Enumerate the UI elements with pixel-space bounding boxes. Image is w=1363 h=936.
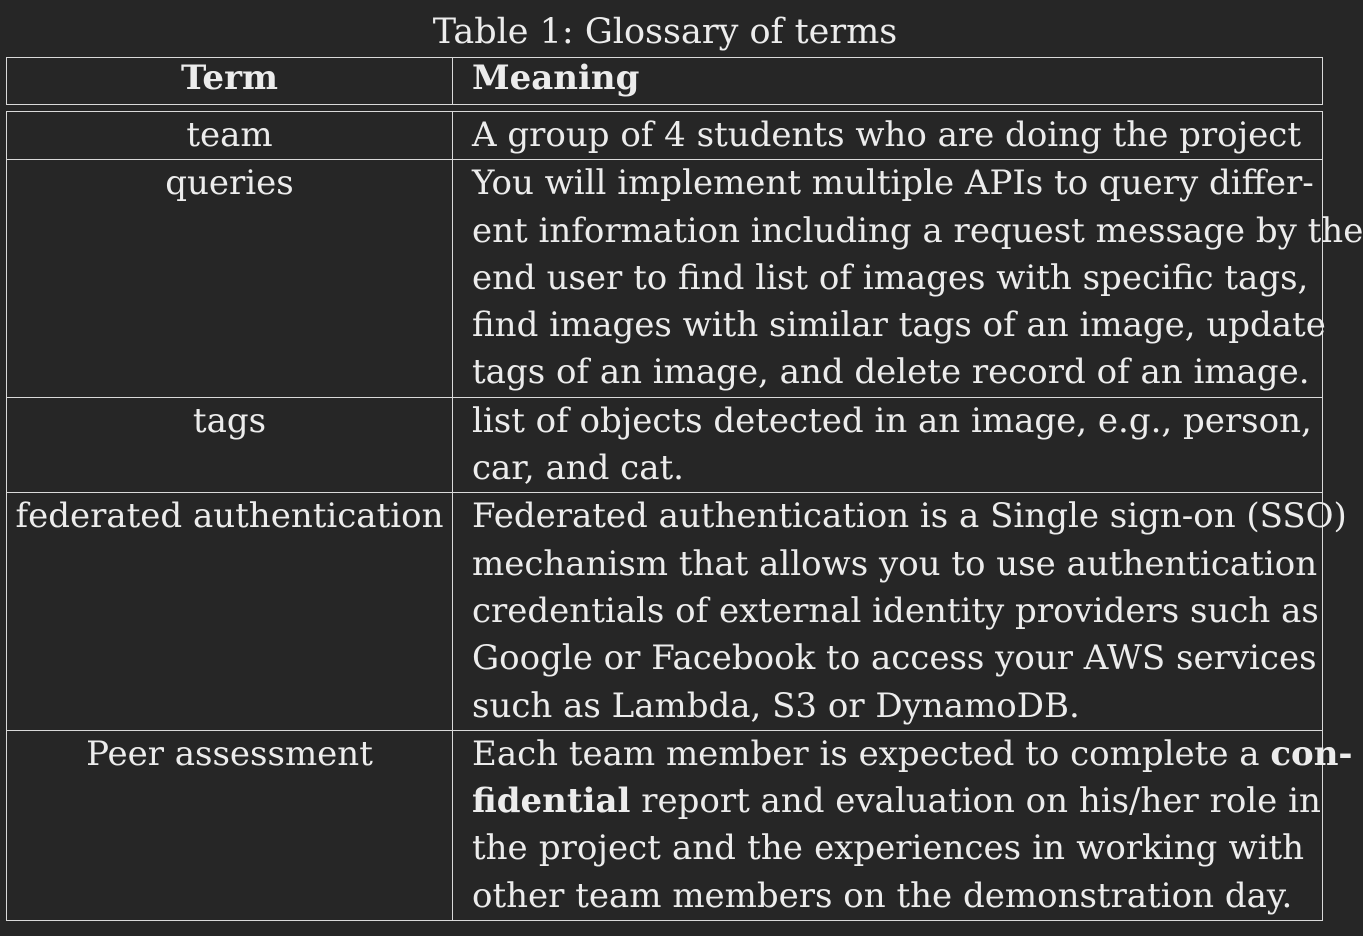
meaning-line: car, and cat. [472, 448, 684, 489]
meaning-cell [453, 730, 1353, 920]
meaning-line: credentials of external identity providers such as [472, 590, 1319, 631]
meaning-line: You will implement multiple APIs to query differ- [472, 163, 1314, 204]
term-cell: queries [7, 160, 453, 397]
table-row [7, 112, 1323, 160]
meaning-line: ent information including a request message by the [472, 210, 1363, 251]
term-cell: Peer assessment [7, 730, 453, 920]
table-caption: Table 1: Glossary of terms [432, 12, 898, 52]
term-cell: team [7, 112, 453, 160]
meaning-line: find images with similar tags of an image, update [472, 305, 1326, 346]
table-row [7, 730, 1323, 920]
meaning-line: list of objects detected in an image, e.g., person, [472, 400, 1312, 441]
meaning-text: Each team member is expected to complete a [472, 733, 1271, 774]
meaning-line: Federated authentication is a Single sign-on (SSO) [472, 496, 1347, 537]
bold-text: fidential [472, 781, 631, 822]
table-header [6, 57, 1323, 105]
glossary-table [6, 111, 1363, 921]
meaning-line: the project and the experiences in working with [472, 828, 1304, 869]
header-term: Term [7, 58, 453, 105]
meaning-line: mechanism that allows you to use authentication [472, 543, 1318, 584]
meaning-line: other team members on the demonstration day. [472, 875, 1293, 916]
meaning-text: report and evaluation on his/her role in [630, 781, 1321, 822]
header-meaning: Meaning [453, 58, 1323, 105]
bold-text: con- [1270, 733, 1353, 774]
table-row [7, 160, 1323, 397]
meaning-line: such as Lambda, S3 or DynamoDB. [472, 685, 1080, 726]
meaning-line [472, 731, 1353, 778]
meaning-cell [453, 493, 1347, 730]
meaning-cell [453, 397, 1323, 493]
meaning-cell [453, 160, 1363, 397]
meaning-line: A group of 4 students who are doing the project [472, 115, 1301, 155]
term-cell: federated authentication [7, 493, 453, 730]
meaning-line: tags of an image, and delete record of an image. [472, 352, 1310, 393]
table-row [7, 397, 1323, 493]
meaning-cell [453, 112, 1323, 160]
table-row [7, 493, 1323, 730]
meaning-line: end user to find list of images with specific tags, [472, 257, 1309, 298]
meaning-line [472, 778, 1321, 825]
term-cell: tags [7, 397, 453, 493]
meaning-line: Google or Facebook to access your AWS services [472, 638, 1317, 679]
